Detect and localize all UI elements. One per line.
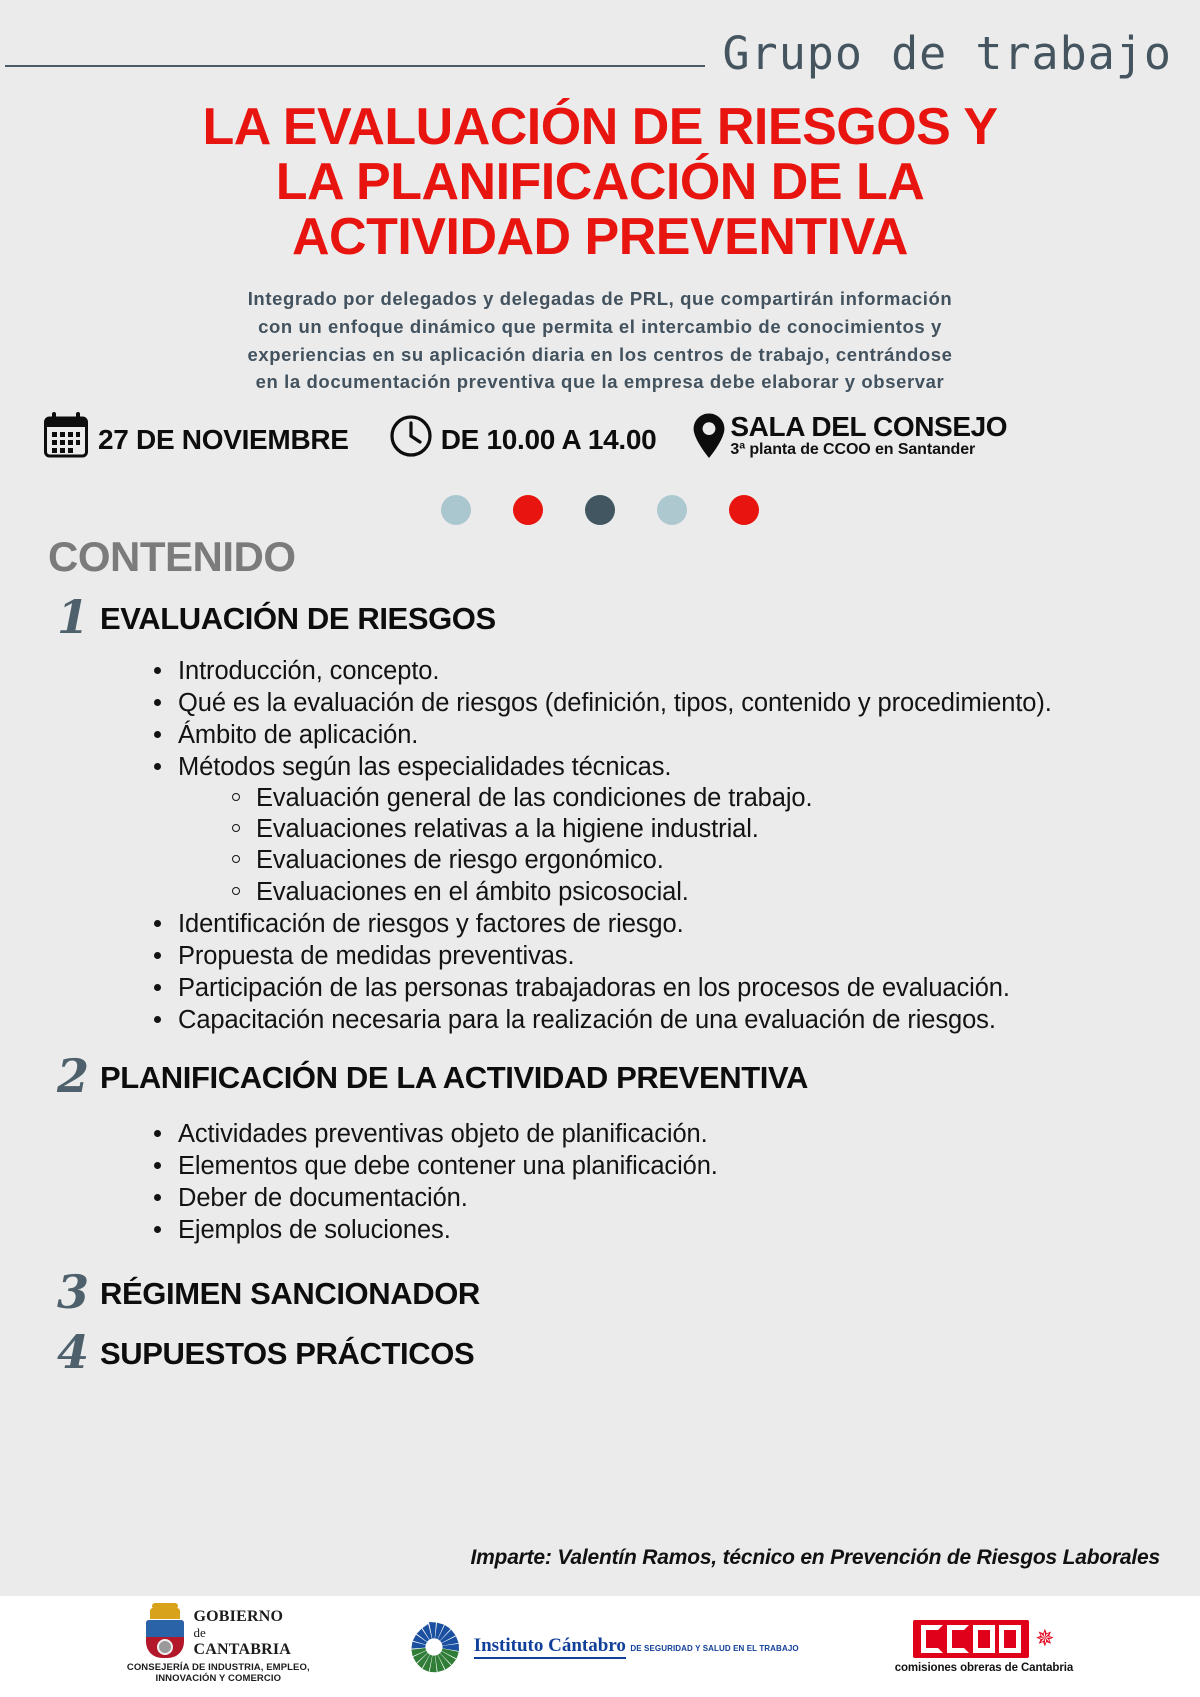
bullet-item: Propuesta de medidas preventivas. [152,941,1156,971]
event-date [44,412,349,463]
dot-3 [585,495,615,525]
subtitle-line-4: en la documentación preventiva que la empresa debe elaborar y observar [255,371,945,393]
event-place-text [730,412,1160,459]
ccoo-letter-c2 [947,1625,969,1653]
bullet-item: Ejemplos de soluciones. [152,1215,1156,1245]
dot-5 [729,495,759,525]
bullet-item: Elementos que debe contener una planificación. [152,1151,1156,1181]
ccoo-letter-c1 [921,1625,943,1653]
presenter-line: Imparte: Valentín Ramos, técnico en Prevención de Riesgos Laborales [470,1546,1160,1569]
gobierno-department-line-2: INNOVACIÓN Y COMERCIO [155,1673,282,1685]
section-heading-4 [46,1325,1156,1380]
bullet-item: Ámbito de aplicación. [152,720,1156,750]
section-number-2: 2 [56,1048,89,1103]
sub-bullet-item: Evaluaciones de riesgo ergonómico. [230,845,1156,875]
section-title-3: RÉGIMEN SANCIONADOR [100,1276,480,1312]
gobierno-department-line-1: CONSEJERÍA DE INDUSTRIA, EMPLEO, [126,1661,310,1673]
event-place [692,412,1160,465]
section-title-1: EVALUACIÓN DE RIESGOS [100,601,496,636]
section-title-4: SUPUESTOS PRÁCTICOS [100,1336,475,1372]
sub-bullet-item: Evaluaciones relativas a la higiene industrial. [230,814,1156,844]
cantabria-shield-icon [146,1608,184,1658]
title-line-2: LA PLANIFICACIÓN DE LA [275,153,925,212]
event-time-label: DE 10.00 A 14.00 [440,423,657,455]
subtitle-line-3: experiencias en su aplicación diaria en los centros de trabajo, centrándose [247,343,953,365]
logo-ccoo [895,1620,1073,1674]
section-number-3: 3 [56,1265,89,1320]
section-title-2: PLANIFICACIÓN DE LA ACTIVIDAD PREVENTIVA [100,1059,808,1095]
bullet-item: Identificación de riesgos y factores de riesgo. [152,909,1156,939]
gobierno-logo-top [146,1608,292,1658]
poster-title [60,100,1140,265]
ccoo-star-icon: ✵ [1035,1625,1055,1651]
map-pin-icon [692,412,726,465]
clock-icon [389,412,433,463]
sub-bullets [178,783,1156,906]
section-bullets-2 [46,1119,1156,1245]
gobierno-line-1: GOBIERNO [193,1608,284,1626]
section-heading-3 [46,1265,1156,1320]
footer-logos [0,1596,1200,1697]
poster-subtitle [110,285,1090,396]
title-line-1: LA EVALUACIÓN DE RIESGOS Y [202,98,998,156]
logo-gobierno-cantabria [127,1608,310,1685]
section-number-1: 1 [56,590,89,644]
subtitle-line-1: Integrado por delegados y delegadas de PRL, que compartirán información [247,288,953,309]
gobierno-line-3: CANTABRIA [193,1640,292,1658]
gobierno-wordmark [194,1608,292,1658]
bullet-item: Actividades preventivas objeto de planificación. [152,1119,1156,1149]
ccoo-logo-top [913,1620,1054,1658]
content-section-4 [46,1325,1156,1380]
logo-instituto-cantabro [406,1619,799,1675]
dot-1 [441,495,471,525]
dot-4 [657,495,687,525]
ccoo-letter-o1 [973,1625,995,1653]
header-kicker-row [0,18,1200,88]
section-heading-2 [46,1048,1156,1103]
bullet-item: Deber de documentación. [152,1183,1156,1213]
gobierno-line-2: de [193,1625,206,1641]
ccoo-letter-o2 [999,1625,1021,1653]
content-heading: CONTENIDO [48,533,296,580]
sub-bullet-item: Evaluación general de las condiciones de trabajo. [230,783,1156,813]
content-section-2 [46,1048,1156,1245]
subtitle-line-2: con un enfoque dinámico que permita el intercambio de conocimientos y [258,315,942,337]
section-number-4: 4 [56,1325,89,1380]
instituto-name: Instituto Cántabro [474,1635,626,1659]
calendar-icon [44,412,88,463]
header-rule [5,65,705,67]
sub-bullet-item: Evaluaciones en el ámbito psicosocial. [230,877,1156,907]
ccoo-sublabel: comisiones obreras de Cantabria [894,1661,1074,1674]
section-bullets-1 [46,656,1156,1035]
header-kicker-text: Grupo de trabajo [722,26,1172,80]
instituto-fan-icon [406,1619,462,1675]
event-place-sublabel: 3ª planta de CCOO en Santander [730,441,976,459]
bullet-item: Qué es la evaluación de riesgos (definición, tipos, contenido y procedimiento). [152,688,1156,718]
bullet-item: Introducción, concepto. [152,656,1156,686]
bullet-item: Participación de las personas trabajadoras en los procesos de evaluación. [152,973,1156,1003]
instituto-wordmark [474,1636,799,1657]
bullet-item: Capacitación necesaria para la realización de una evaluación de riesgos. [152,1005,1156,1035]
bullet-item: Métodos según las especialidades técnicas. Evaluación general de las condiciones de trabajo. Evaluaciones relativas a la higiene industrial. Evaluaciones de riesgo ergonómico. Evaluaciones en el ámbito psicosocial. [152,752,1156,906]
event-time [389,412,657,463]
section-heading-1 [46,590,1156,644]
instituto-tagline: DE SEGURIDAD Y SALUD EN EL TRABAJO [630,1644,799,1654]
content-section-1 [46,590,1156,1035]
event-date-label: 27 DE NOVIEMBRE [98,423,349,455]
gobierno-department [127,1662,310,1685]
title-line-3: ACTIVIDAD PREVENTIVA [292,208,908,267]
event-info-row [40,412,1160,474]
decorative-dots [0,495,1200,525]
dot-2 [513,495,543,525]
content-sections [46,590,1156,1381]
event-place-label: SALA DEL CONSEJO [730,411,1008,442]
content-section-3 [46,1265,1156,1320]
ccoo-letters [913,1620,1029,1658]
